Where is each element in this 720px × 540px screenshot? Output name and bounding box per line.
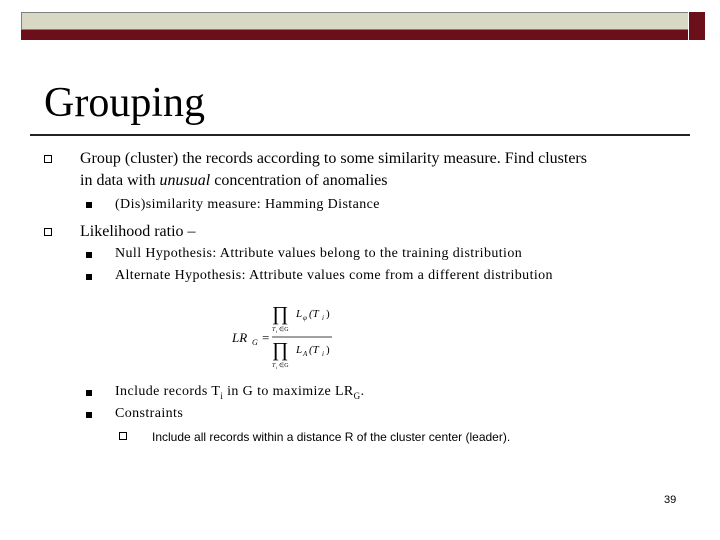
- eq-lhs-sub: G: [252, 338, 258, 347]
- page-number: 39: [664, 494, 677, 506]
- filled-square-bullet-icon: [86, 390, 92, 396]
- slide-title: Grouping: [44, 80, 205, 126]
- bullet-1-text: [80, 148, 680, 192]
- eq-num-range-sub: i: [276, 329, 278, 334]
- sub-3-g: G: [353, 390, 361, 401]
- eq-den-range: T: [272, 363, 276, 369]
- eq-equals: =: [262, 330, 270, 345]
- eq-den-range-sub: i: [276, 365, 278, 370]
- eq-num-close: ): [326, 308, 330, 320]
- eq-num-arg-sub: i: [322, 314, 324, 322]
- eq-den-arg: (T: [309, 344, 319, 356]
- sub-3-i: i: [220, 390, 224, 401]
- eq-num-sub: φ: [303, 314, 307, 322]
- hollow-square-bullet-icon: [44, 228, 52, 236]
- eq-den-close: ): [326, 344, 330, 356]
- bullet-1-line-1: Group (cluster) the records according to some similarity measure. Find clusters: [80, 150, 587, 167]
- title-bar-box: [21, 12, 705, 30]
- hollow-square-bullet-icon: [119, 432, 127, 440]
- eq-num-range: T: [272, 327, 276, 333]
- bullet-2-sub-4: Constraints: [115, 406, 184, 421]
- eq-den-arg-sub: i: [322, 350, 324, 358]
- eq-den-sub: A: [303, 350, 308, 358]
- bullet-1-emphasis: unusual: [159, 172, 211, 189]
- likelihood-ratio-equation: [228, 300, 338, 372]
- bullet-2-sub-2: Alternate Hypothesis: Attribute values come from a different distribution: [115, 268, 553, 283]
- filled-square-bullet-icon: [86, 202, 92, 208]
- eq-num-l: L: [296, 308, 303, 320]
- sub-3-post: .: [360, 384, 365, 399]
- title-rule: [30, 134, 690, 136]
- sub-3-mid: in G to maximize LR: [223, 384, 354, 399]
- filled-square-bullet-icon: [86, 412, 92, 418]
- bullet-2-sub-1: Null Hypothesis: Attribute values belong to the training distribution: [115, 246, 523, 261]
- eq-num-arg: (T: [309, 308, 319, 320]
- title-bar-strip: [21, 30, 705, 40]
- eq-num-range-rest: ∈G: [279, 327, 289, 333]
- eq-den-range-rest: ∈G: [279, 363, 289, 369]
- bullet-2-sub-4-sub-1: Include all records within a distance R of the cluster center (leader).: [152, 430, 511, 444]
- bullet-1-line-2-post: concentration of anomalies: [210, 172, 388, 189]
- filled-square-bullet-icon: [86, 274, 92, 280]
- corner-decoration: [688, 12, 705, 40]
- bullet-2-text: Likelihood ratio –: [80, 223, 196, 240]
- sub-3-pre: Include records T: [115, 384, 221, 399]
- filled-square-bullet-icon: [86, 252, 92, 258]
- eq-prod-den: ∏: [272, 339, 289, 361]
- bullet-1-line-2-pre: in data with: [80, 172, 160, 189]
- eq-den-l: L: [296, 344, 303, 356]
- bullet-1-sub-1: (Dis)similarity measure: Hamming Distance: [115, 197, 380, 212]
- eq-prod-num: ∏: [272, 303, 289, 325]
- eq-lhs: LR: [232, 330, 248, 345]
- hollow-square-bullet-icon: [44, 155, 52, 163]
